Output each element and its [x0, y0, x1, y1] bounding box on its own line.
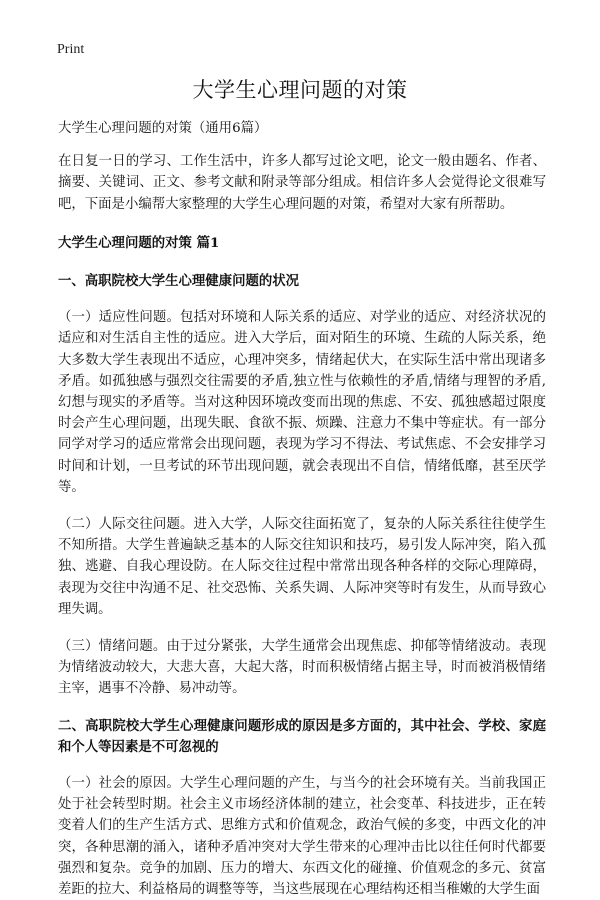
article-body — [58, 118, 546, 900]
section1-paragraph: （三）情绪问题。由于过分紧张，大学生通常会出现焦虑、抑郁等情绪波动。表现为情绪波动较大，大悲大喜，大起大落，时而积极情绪占据主导，时而被消极情绪主宰，遇事不冷静、易冲动等。 — [58, 639, 546, 697]
section1-paragraph: （二）人际交往问题。进入大学，人际交往面拓宽了，复杂的人际关系往往使学生不知所措。大学生普遍缺乏基本的人际交往知识和技巧，易引发人际冲突，陷入孤独、逃避、自我心理设防。在人际交往过程中常常出现各种各样的交际心理障碍，表现为交往中沟通不足、社交恐怖、关系失调、人际冲突等时有发生，从而导致心理失调。 — [58, 517, 546, 617]
section-heading-1: 一、高职院校大学生心理健康问题的状况 — [58, 273, 300, 290]
section1-paragraph: （一）适应性问题。包括对环境和人际关系的适应、对学业的适应、对经济状况的适应和对生活自主性的适应。进入大学后，面对陌生的环境、生疏的人际关系，绝大多数大学生表现出不适应，心理冲突多，情绪起伏大，在实际生活中常出现诸多矛盾。如孤独感与强烈交往需要的矛盾,独立性与依赖性的矛盾,情绪与理智的矛盾,幻想与现实的矛盾等。当对这种因环境改变而出现的焦虑、不安、孤独感超过限度时会产生心理问题，出现失眠、食欲不振、烦躁、注意力不集中等症状。有一部分同学对学习的适应常常会出现问题，表现为学习不得法、考试焦虑、不会安排学习时间和计划，一旦考试的环节出现问题，就会表现出不自信，情绪低靡，甚至厌学等。 — [58, 310, 546, 495]
print-link[interactable]: Print — [57, 42, 85, 57]
page-title: 大学生心理问题的对策 — [192, 78, 408, 102]
article-heading: 大学生心理问题的对策 篇1 — [58, 234, 220, 251]
section2-paragraph: （一）社会的原因。大学生心理问题的产生，与当今的社会环境有关。当前我国正处于社会转型时期。社会主义市场经济体制的建立，社会变革、科技进步，正在转变着人们的生产生活方式、思维方式和价值观念，政治气候的多变，中西文化的冲突，各种思潮的涌入，诸种矛盾冲突对大学生带来的心理冲击比以往任何时代都要强烈和复杂。竞争的加剧、压力的增大、东西文化的碰撞、价值观念的多元、贫富差距的拉大、利益格局的调整等等，当这些展现在心理结构还相当稚嫩的大学生面 — [58, 776, 546, 898]
section-heading-2: 二、高职院校大学生心理健康问题形成的原因是多方面的，其中社会、学校、家庭和个人等因素是不可忽视的 — [58, 717, 546, 755]
intro-paragraph: 在日复一日的学习、工作生活中，许多人都写过论文吧，论文一般由题名、作者、摘要、关键词、正文、参考文献和附录等部分组成。相信许多人会觉得论文很难写吧，下面是小编帮大家整理的大学生心理问题的对策，希望对大家有所帮助。 — [58, 154, 546, 212]
article-subtitle: 大学生心理问题的对策（通用6篇） — [58, 121, 268, 136]
